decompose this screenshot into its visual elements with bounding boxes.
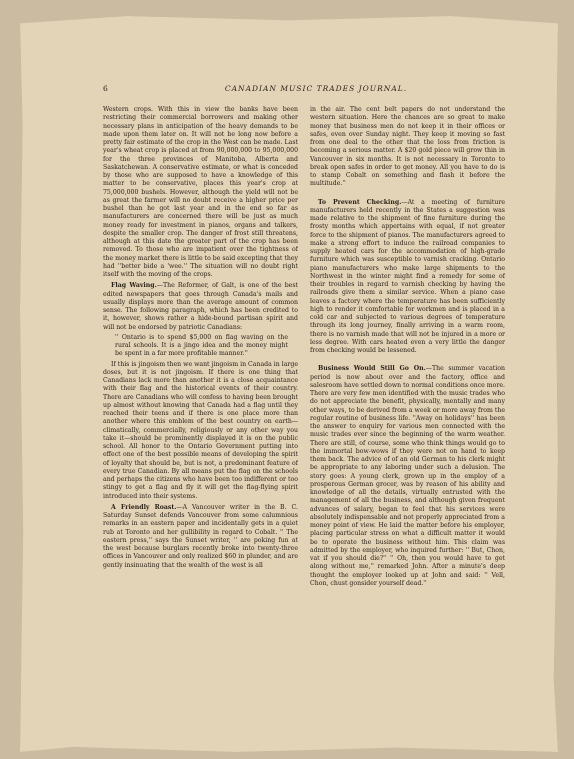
friendly-roast-body: —A Vancouver writer in the B. C. Saturday Sunset defends Vancouver from some calumnious remarks in an eastern paper and incidentally gets in a quiet rub at Toronto and her gullibility in regard to Cobalt. '' The eastern press,'' says the Sunset writer, '' are poking fun at the west because burglars recently broke into twenty-three offices in Vancouver and only realized $60 in plunder, and are gently insinuating that the wealth of the west is all (103, 503, 298, 569)
paragraph-western-crops: Western crops. With this in view the banks have been restricting their commercial borrowers and making other necessary plans in anticipation of the heavy demands to be made upon them later on. It will not be long now before a pretty fair estimate of the crop in the West can be made. Last year's wheat crop is placed at from 90,000,000 to 95,000,000 for the three provinces of Manitoba, Alberta and Saskatchewan. A conservative estimate, or what is conceded by those who are supposed to have a knowledge of this matter to be conservative, places this year's crop at 75,000,000 bushels. However, although the yield will not be as great the farmer will no doubt receive a higher price per bushel than he got last year and in the end so far as manufacturers are concerned there will be just as much money ready for investment in pianos, organs and talkers, despite the smaller crop. The danger of frost still threatens, although at this date the greater part of the crop has been removed. To those who are impatient over the tightness of the money market there is little to be said excepting that they had ''better bide a 'wee.'' The situation will no doubt right itself with the moving of the crops. (103, 106, 298, 278)
ontario-quote: '' Ontario is to spend $5,000 on flag waving on the rural schools. It is a jingo idea and the money might be spent in a far more profitable manner.'' (115, 333, 288, 358)
section-heading-friendly-roast: A Friendly Roast. (111, 503, 177, 511)
section-prevent-checking (310, 199, 505, 356)
section-heading-flag-waving: Flag Waving. (111, 282, 157, 290)
section-business-still-go-on (310, 365, 505, 588)
flag-waving-intro: —The Reformer, of Galt, is one of the best edited newspapers that goes through Canada's mails and usually displays more than the average amount of common sense. The following paragraph, which has been credited to it, however, shows rather a hide-bound partisan spirit and will not be endorsed by patriotic Canadians: (103, 282, 298, 331)
section-flag-waving (103, 282, 298, 332)
page-header (103, 84, 529, 96)
section-heading-prevent-checking: To Prevent Checking. (318, 198, 402, 206)
business-body: —The summer vacation period is now about over and the factory, office and salesroom have settled down to normal conditions once more. There are very few men identified with the music trades who do not appreciate the benefit, physically, mentally and many other ways, to be derived from a week or more away from the regular routine of business life. ''Away on holidays'' has been the answer to enquiry for various men connected with the music trades ever since the beginning of the warm weather. There are still, of course, some who think things would go to the immortal bow-wows if they were not on hand to keep them back. The advice of of an old German to his clerk might be appropriate to any laboring under such a delusion. The story goes: A young clerk, grown up in the employ of a prosperous German grocer, was by reason of his ability and knowledge of all the details, virtually entrusted with the management of all the business, and although given frequent advances of salary, began to feel that his services were absolutely indispensable and not properly appreciated from a money point of view. He laid the matter before his employer, placing particular stress on what a difficult matter it would be to operate the business without him. This claim was admitted by the employer, who inquired further: '' But, Chon, vat if you should die?'' '' Oh, then you would have to get along without me,'' remarked John. After a minute's deep thought the employer looked up at John and said: '' Vell, Chon, chust gonsider yourself dead.'' (310, 365, 505, 587)
paragraph-jingoism: If this is jingoism then we want jingoism in Canada in large doses, but it is not jingoism. If there is one thing that Canadians lack more than another it is a close acquaintance with their flag and the historical events of their country. There are Canadians who will confess to having been brought up almost without knowing that Canada had a flag until they reached their teens and if there is one place more than another where this emblem of the best country on earth—climatically, commercially, religiously or any other way you take it—should be prominently displayed it is on the public school. All honor to the Ontario Government putting into effect one of the best possible means of developing the spirit of loyalty that should be, but is not, a predominant feature of every true Canadian. By all means put the flag on the schools and perhaps the citizens who have been too indifferent or too stingy to get a flag and fly it will get the flag-flying spirit introduced into their systems. (103, 360, 298, 500)
section-friendly-roast (103, 504, 298, 570)
journal-title: CANADIAN MUSIC TRADES JOURNAL. (224, 84, 408, 93)
prevent-checking-body: —At a meeting of furniture manufacturers held recently in the States a suggestion was made relative to the shipment of fine furniture during the frosty months which appertains with equal, if not greater force to the shipment of pianos. The manufacturers agreed to make a strong effort to induce the railroad companies to supply heated cars for the accommodation of high-grade furniture which was susceptible to varnish cracking. Ontario piano manufacturers who make large shipments to the Northwest in the winter might find a remedy for some of their troubles in regard to varnish checking by having the railroads give them a similar service. When a piano case leaves a factory where the temperature has been sufficiently high to render it comfortable for workmen and is placed in a cold car and subjected to various degrees of temperature through its long journey, finally arriving in a warm room, there is no varnish made that will not be injured in a more or less degree. With cars heated even a very little the danger from checking would be lessened. (310, 198, 505, 354)
page-number: 6 (103, 84, 108, 93)
left-column (103, 106, 298, 732)
paragraph-air-continuation: in the air. The cent belt papers do not understand the western situation. Here the chances are so great to make money that business men do not keep it in their offices or safes, even over Sunday night. They keep it moving so fast from one deal to the other that the loss from friction is becoming a serious matter. A $20 gold piece will grow thin in Vancouver in six months. It is not necessary in Toronto to break open safes in order to get money. All you have to do is to stamp Cobalt on something and flash it before the multitude.'' (310, 106, 505, 188)
right-column (310, 106, 505, 732)
section-heading-business: Business Would Still Go On. (318, 365, 426, 373)
